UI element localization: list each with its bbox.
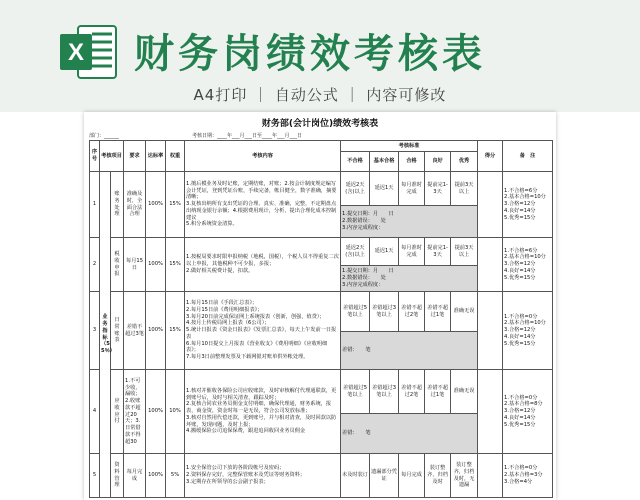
row-no: 5: [90, 454, 100, 498]
std-pass: 每月完成: [399, 454, 425, 498]
row-content: 1.核对并催收各保险公司应收账款，及时审核解付代理通联款，更到账号后，及时与相关清查，跟踪及时； 2.复核合同农业务员佣金支付明细，确保代理通，财务系统，报表，商金资，资金时每一是无误，符合公司发放标准； 3.核对自然用代偿还款，更到账号，并与相对清查，及时回款以防坏账，发现问题，及时上报； 4.搬缓保险公司追保保费，跟进追回收回业务员佣金: [185, 370, 341, 454]
meta-department: 部门：______: [89, 133, 120, 139]
header-no: 序号: [90, 141, 100, 172]
row-content: 1.按税局要求时限申报纳税（地税，国税），个税人员不得重复二次以上申报，其他税种不可少报，多报； 2.做好相关税费计提，扣款。: [185, 238, 341, 292]
row-weight: 15%: [166, 292, 185, 370]
header-item: 考核项目: [100, 141, 124, 172]
extra-line: 1.提交日期：月 日: [342, 211, 394, 218]
table-row: [90, 454, 553, 498]
std-fail: 差错超过5笔以上: [341, 292, 370, 332]
meta-date: 考核日期：____年___月___日至____年___月___日: [192, 133, 303, 139]
row-extra: [341, 206, 478, 238]
std-pass: 每月准时完成: [399, 238, 425, 266]
std-excellent: 装订整齐，归档及时，无遗漏: [451, 454, 478, 498]
extra-line: 3.内容完成程度：: [342, 281, 384, 288]
banner-title: 财务岗绩效考核表: [134, 31, 486, 77]
row-rate: 100%: [146, 172, 166, 238]
row-remark: 1.不合格=6分 2.基本合格=10分 3.合格=12分 4.良好=14分 5.优秀=15分: [503, 172, 553, 238]
row-weight: 10%: [166, 370, 185, 454]
kpi-table: [89, 140, 553, 498]
table-row: [90, 292, 553, 332]
row-extra: [341, 266, 478, 292]
banner: [0, 0, 640, 112]
extra-line: 2.数据错误： 处: [342, 218, 386, 225]
row-extra: 差错： 笔: [341, 332, 478, 370]
std-good: 差错不超过1笔: [425, 292, 451, 332]
row-no: 3: [90, 292, 100, 370]
row-extra: 差错： 笔: [341, 414, 478, 454]
std-pass: 差错不超过2笔: [399, 370, 425, 414]
score-cell[interactable]: [478, 238, 503, 292]
row-rate: 100%: [146, 238, 166, 292]
score-cell[interactable]: [478, 454, 503, 498]
table-row: [90, 238, 553, 266]
row-rate: 100%: [146, 370, 166, 454]
row-item: 日常账表: [111, 292, 124, 370]
score-cell[interactable]: [478, 292, 503, 370]
score-cell[interactable]: [478, 172, 503, 238]
row-no: 1: [90, 172, 100, 238]
std-fail: 未及时装订: [341, 454, 370, 498]
header-rate: 达标率: [146, 141, 166, 172]
header-row: [90, 141, 553, 152]
std-basic: 延迟1天: [370, 172, 399, 206]
row-item: 资料管理: [111, 454, 124, 498]
header-weight: 权重: [166, 141, 185, 172]
row-req: 每月完成: [124, 454, 146, 498]
category-cell: 业务指标（55％）: [100, 172, 111, 498]
row-remark: 1.不合格=0分 2.基本合格=3分 3.合格=4分: [503, 454, 553, 498]
row-content: 1.安全保管公司下放的各阶段帐号及密码； 2.资料保存完好，完整保管账本及凭证等财务资料； 3.定期存在所领导的公会副子报表；: [185, 454, 341, 498]
row-weight: 15%: [166, 238, 185, 292]
sheet: [84, 112, 556, 500]
std-excellent: 提前3天以上: [451, 238, 478, 266]
std-basic: 遗漏部分凭证: [370, 454, 399, 498]
row-item: 账务处理: [111, 172, 124, 238]
row-req: 1.不可少收，漏收；2.收账款不超过20天；3.日常借款不得超30: [124, 370, 146, 454]
std-fail: 延迟2天(含)以上: [341, 238, 370, 266]
header-score: 得分: [478, 141, 503, 172]
std-excellent: 准确无误: [451, 370, 478, 414]
excel-icon: [58, 22, 118, 82]
excel-icon-letter: X: [67, 39, 85, 66]
row-remark: 1.不合格=0分 2.基本合格=8分 3.合格=12分 4.良好=14分 5.优秀=15分: [503, 370, 553, 454]
header-fail: 不合格: [341, 152, 370, 172]
std-basic: 延迟1天: [370, 238, 399, 266]
banner-subtitle: A4打印 ｜ 自动公式 ｜ 内容可修改: [193, 86, 447, 104]
header-pass: 合格: [399, 152, 425, 172]
extra-line: 2.数据错误： 处: [342, 275, 386, 282]
std-basic: 差错超过3笔以上: [370, 292, 399, 332]
sheet-title: 财务部(会计岗位)绩效考核表: [261, 119, 379, 129]
std-good: 装订整齐，归档及时: [425, 454, 451, 498]
std-good: 差错不超过1笔: [425, 370, 451, 414]
std-pass: 差错不超过2笔: [399, 292, 425, 332]
header-standard: 考核标准: [341, 141, 478, 152]
header-good: 良好: [425, 152, 451, 172]
row-content: 1.擅后模业务及时记账，定期结账，对账；2.按会计制度规定编写会计凭证，登到凭证台账，手续完备，帐目健全，数字准确，摘要清晰； 3.复核出纳所有支出凭证的合理、真实、准确，完整，不定期盘点出纳现金银行余额；4.根据费用现计，分析，提出合理化成本控制建议 5.积分系统资金清算。: [185, 172, 341, 238]
row-req: 每月15日: [124, 238, 146, 292]
header-remark: 备 注: [503, 141, 553, 172]
header-excellent: 优秀: [451, 152, 478, 172]
header-req: 要求: [124, 141, 146, 172]
row-item: 应收应付: [111, 370, 124, 454]
row-weight: 15%: [166, 172, 185, 238]
row-req: 差错不超过3笔: [124, 292, 146, 370]
row-no: 2: [90, 238, 100, 292]
row-rate: 100%: [146, 454, 166, 498]
row-weight: 5%: [166, 454, 185, 498]
row-content: 1.每月15日前《手段汇总表》； 2.每月15日前《费用明细报表》； 3.每月20日前完成保证网上系统报表（创新，创强，值贷）； 4.按月上传税局网上报表（6公司）； 5.统计日报表《资金日报表》《发票汇总表》，每天上午发前一日报表 6.每月10日提交上月报表《营业收支》《费用明细》《应收明细表》； 7.每月3日前整理发票及下载网银对账单供外帐处理。: [185, 292, 341, 370]
std-basic: 差错超过3笔以上: [370, 370, 399, 414]
row-req: 准确及时，全面合法合理: [124, 172, 146, 238]
row-item: 税收申报: [111, 238, 124, 292]
header-content: 考核内容: [185, 141, 341, 172]
row-remark: 1.不合格=6分 2.基本合格=10分 3.合格=12分 4.良好=14分 5.优秀=15分: [503, 238, 553, 292]
extra-line: 3.内容完成程度：: [342, 224, 384, 231]
std-fail: 延迟2天(含)以上: [341, 172, 370, 206]
std-good: 提前完1-3天: [425, 172, 451, 206]
std-fail: 差错超过5笔以上: [341, 370, 370, 414]
table-row: [90, 172, 553, 206]
std-excellent: 准确无误: [451, 292, 478, 332]
score-cell[interactable]: [478, 370, 503, 454]
header-basic: 基本合格: [370, 152, 399, 172]
row-no: 4: [90, 370, 100, 454]
std-excellent: 提前3天以上: [451, 172, 478, 206]
row-remark: 1.不合格=0分 2.基本合格=10分 3.合格=12分 4.良好=14分 5.优秀=15分: [503, 292, 553, 370]
std-good: 提前完1-3天: [425, 238, 451, 266]
row-rate: 100%: [146, 292, 166, 370]
extra-line: 1.提交日期：月 日: [342, 268, 394, 275]
std-pass: 每月准时完成: [399, 172, 425, 206]
table-row: [90, 370, 553, 414]
